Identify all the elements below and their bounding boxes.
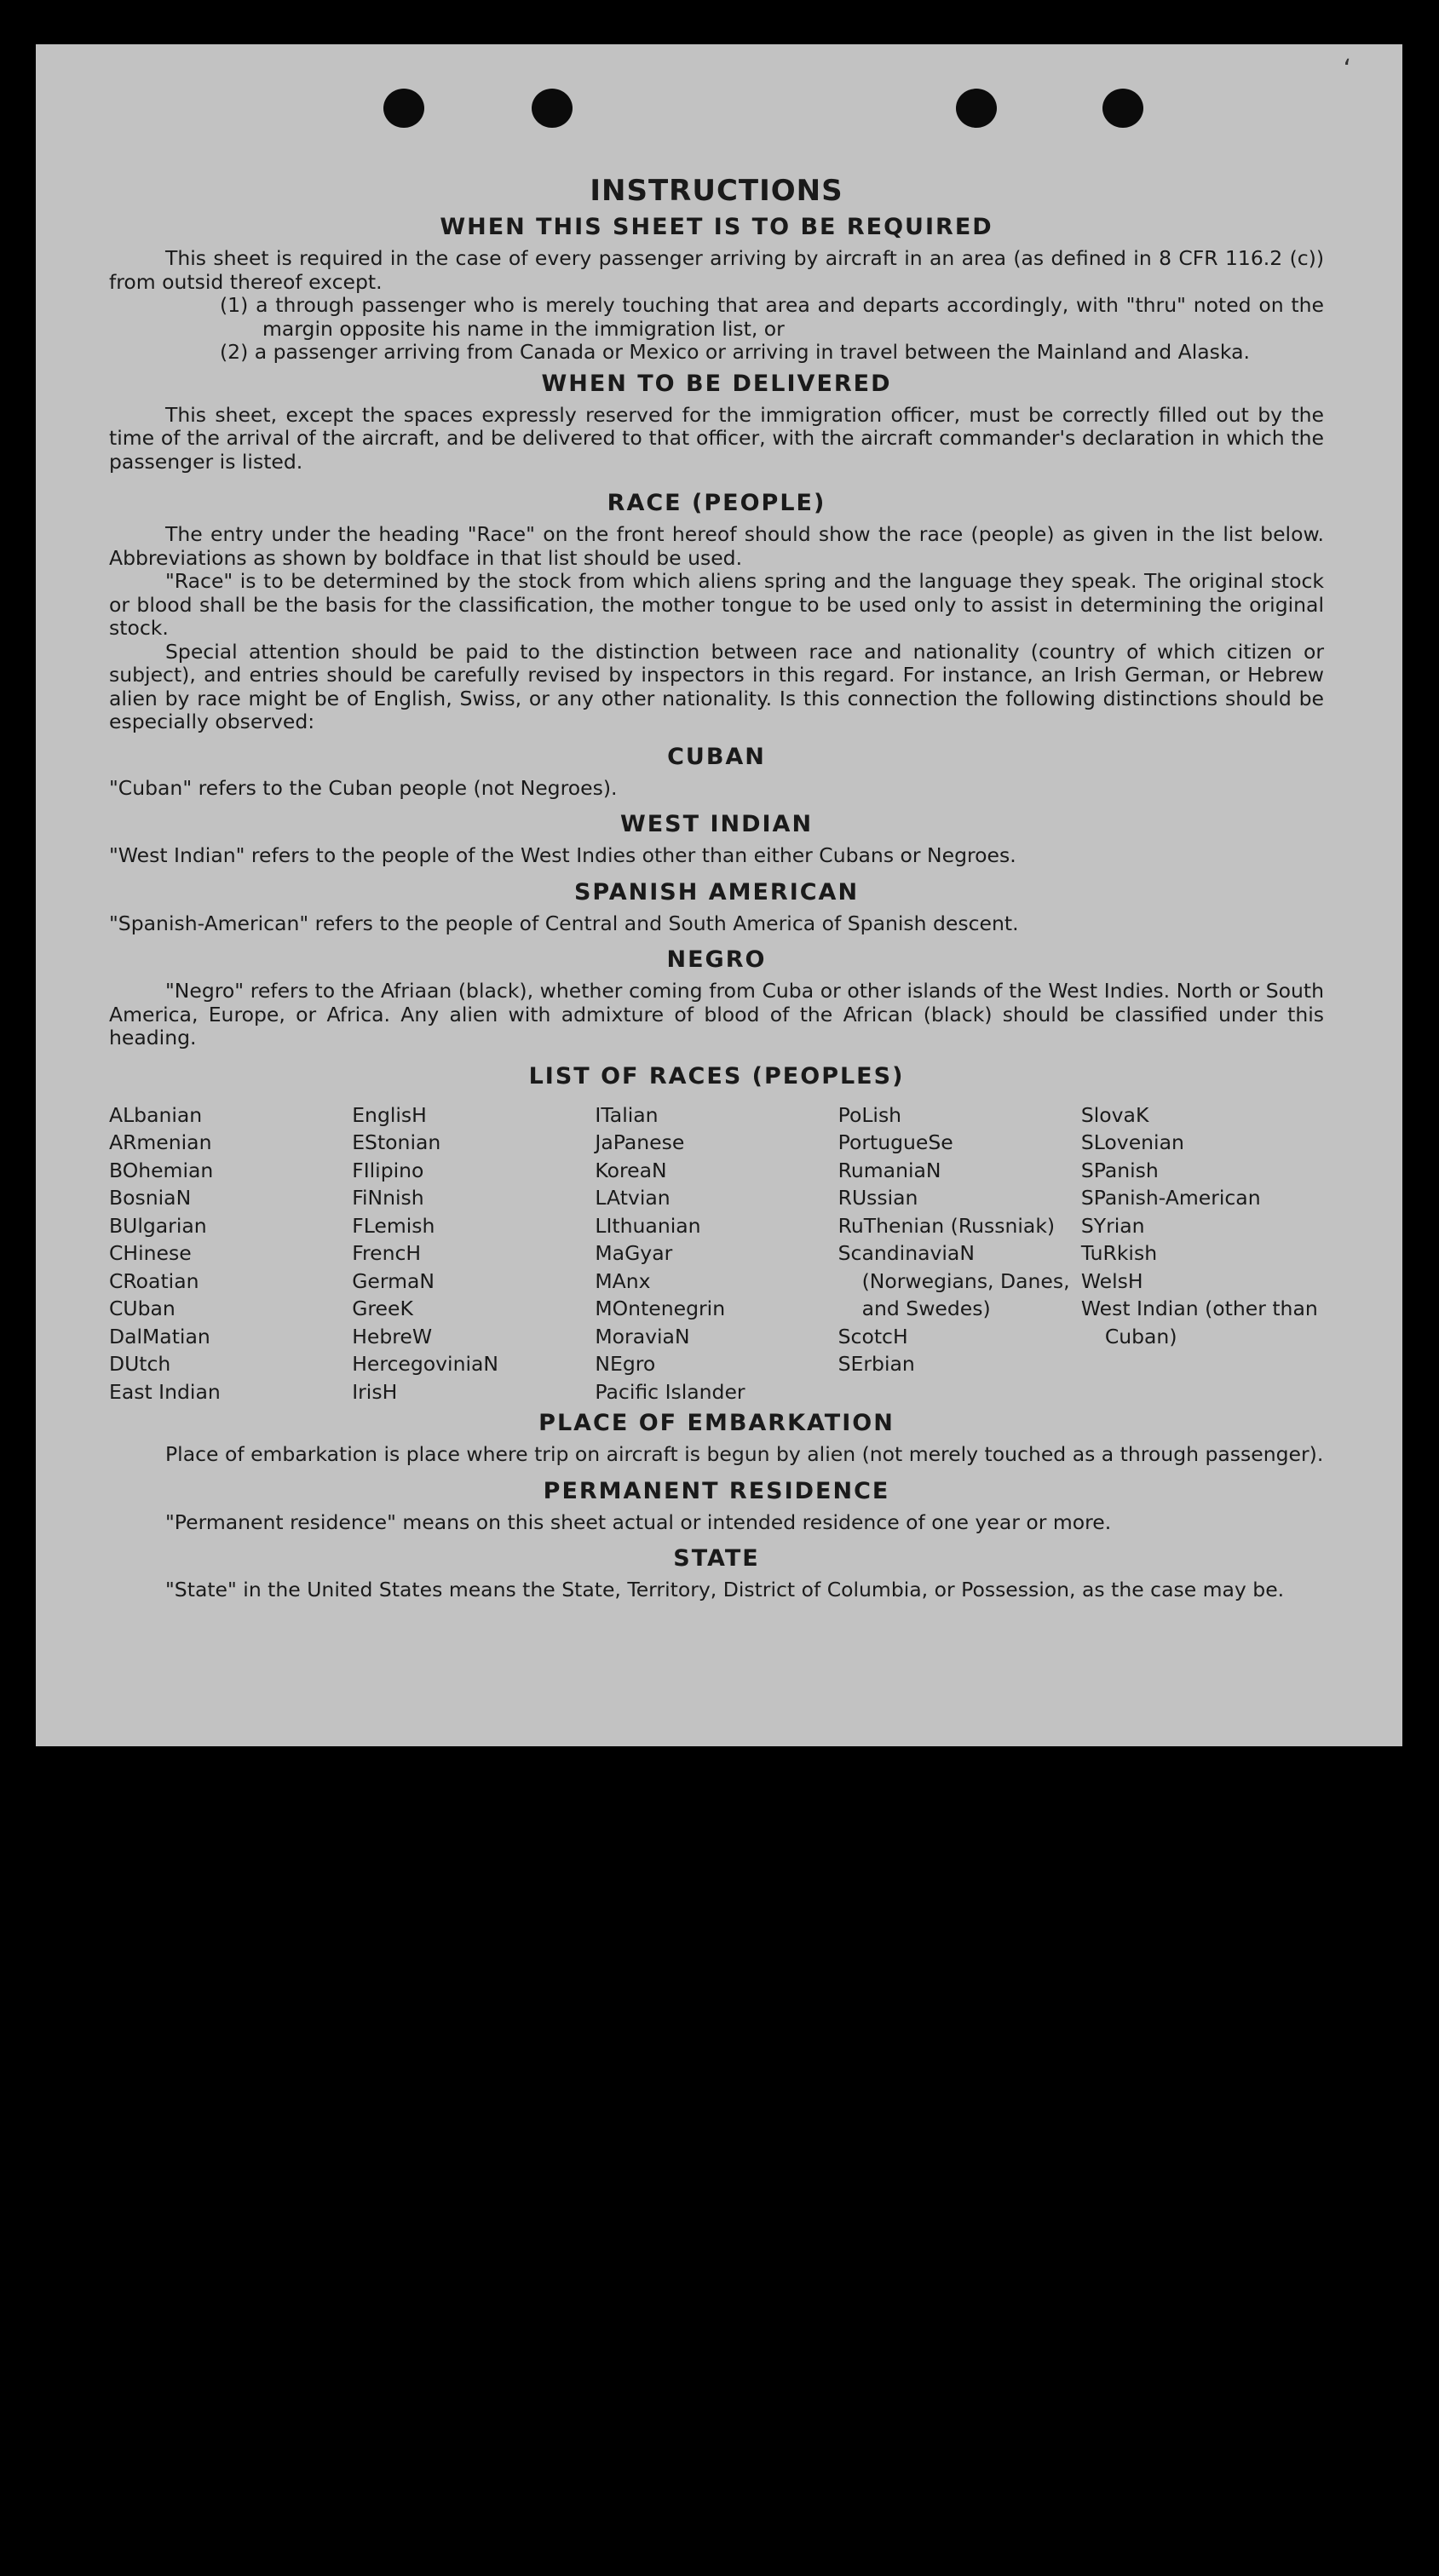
races-column-4 xyxy=(838,1101,1081,1406)
list-item: LAtvian xyxy=(595,1186,671,1210)
embarkation-text: Place of embarkation is place where trip on aircraft is begun by alien (not merely touched as a through passenger). xyxy=(165,1442,1324,1466)
list-item: GermaN xyxy=(352,1268,435,1293)
instruction-sheet xyxy=(36,44,1402,1746)
punch-hole-4 xyxy=(1102,89,1143,128)
residence-text: "Permanent residence" means on this sheet actual or intended residence of one year or more. xyxy=(165,1509,1112,1534)
list-item: SLovenian xyxy=(1080,1130,1184,1154)
list-item: CRoatian xyxy=(109,1268,199,1293)
spanish-american-text: "Spanish-American" refers to the people of Central and South America of Spanish descent. xyxy=(109,911,1019,935)
list-item: ALbanian xyxy=(109,1102,203,1127)
heading-state: STATE xyxy=(673,1545,760,1572)
list-item: East Indian xyxy=(109,1379,221,1404)
list-item: PoLish xyxy=(837,1102,902,1127)
list-item: BOhemian xyxy=(109,1158,214,1182)
negro-text: "Negro" refers to the Afriaan (black), whether coming from Cuba or other islands of the West Indies. North or South America, Europe, or Africa. Any alien with admixture of blood of the African (black) should be classified under this heading. xyxy=(109,979,1324,1049)
list-item: MaGyar xyxy=(595,1241,673,1265)
list-item: JaPanese xyxy=(595,1130,685,1154)
state-text: "State" in the United States means the State, Territory, District of Columbia, or Possession, as the case may be. xyxy=(165,1578,1285,1601)
heading-race: RACE (PEOPLE) xyxy=(607,490,826,516)
list-item: SYrian xyxy=(1080,1213,1145,1238)
list-item: PortugueSe xyxy=(837,1130,953,1154)
list-item: MOntenegrin xyxy=(595,1297,726,1320)
list-item: BosniaN xyxy=(109,1186,192,1210)
list-item: RUssian xyxy=(837,1186,918,1210)
list-item: SlovaK xyxy=(1080,1102,1149,1127)
corner-mark: ʻ xyxy=(1343,55,1351,84)
cuban-text: "Cuban" refers to the Cuban people (not Negroes). xyxy=(109,775,618,800)
list-item: IrisH xyxy=(352,1379,398,1404)
list-item: FiNnish xyxy=(352,1186,424,1210)
list-item: MAnx xyxy=(595,1268,651,1293)
heading-residence: PERMANENT RESIDENCE xyxy=(543,1477,890,1504)
heading-when-required: WHEN THIS SHEET IS TO BE REQUIRED xyxy=(440,214,993,240)
list-item: FLemish xyxy=(352,1213,435,1238)
list-item: SPanish-American xyxy=(1080,1186,1261,1210)
exception-2: (2) a passenger arriving from Canada or Mexico or arriving in travel between the Mainland and Alaska. xyxy=(220,340,1250,364)
list-item: DalMatian xyxy=(109,1324,210,1348)
list-item: SPanish xyxy=(1080,1158,1159,1182)
list-item: HebreW xyxy=(352,1324,433,1348)
list-item: GreeK xyxy=(352,1297,413,1320)
heading-spanish-american: SPANISH AMERICAN xyxy=(573,878,860,906)
heading-west-indian: WEST INDIAN xyxy=(619,811,814,837)
page-title: INSTRUCTIONS xyxy=(590,174,843,208)
list-item: RuThenian (Russniak) xyxy=(837,1213,1056,1238)
list-item: ARmenian xyxy=(109,1130,212,1154)
list-item: EStonian xyxy=(352,1130,441,1154)
list-item: TuRkish xyxy=(1080,1241,1158,1265)
list-item: HercegoviniaN xyxy=(352,1352,498,1376)
list-item: KoreaN xyxy=(595,1158,667,1182)
race-paragraph-1: The entry under the heading "Race" on the front hereof should show the race (people) as given in the list below. Abbreviations as shown by boldface in that list should be used. xyxy=(109,522,1324,570)
races-column-2 xyxy=(352,1101,595,1406)
heading-embarkation: PLACE OF EMBARKATION xyxy=(538,1410,895,1436)
heading-negro: NEGRO xyxy=(666,946,767,973)
list-item: LIthuanian xyxy=(595,1213,701,1238)
list-item: FrencH xyxy=(352,1241,422,1265)
when-delivered-text: This sheet, except the spaces expressly reserved for the immigration officer, must be correctly filled out by the time of the arrival of the aircraft, and be delivered to that officer, with the aircraft commander's declaration in which the passenger is listed. xyxy=(109,402,1324,474)
list-item: CUban xyxy=(109,1297,176,1320)
heading-list-of-races: LIST OF RACES (PEOPLES) xyxy=(528,1062,905,1090)
punch-hole-1 xyxy=(383,89,424,128)
list-item: RumaniaN xyxy=(837,1158,941,1182)
race-paragraph-2: "Race" is to be determined by the stock from which aliens spring and the language they speak. The original stock or blood shall be the basis for the classification, the mother tongue to be used only to assist in determining the original stock. xyxy=(109,569,1324,640)
race-paragraph-3: Special attention should be paid to the distinction between race and nationality (country of which citizen or subject), and entries should be carefully revised by inspectors in this regard. For instance, an Irish German, or Hebrew alien by race might be of English, Swiss, or any other nationality. Is this connection the following distinctions should be especially observed: xyxy=(109,639,1324,733)
heading-cuban: CUBAN xyxy=(667,743,766,770)
when-required-intro: This sheet is required in the case of every passenger arriving by aircraft in an area (as defined in 8 CFR 116.2 (c)) from outsid thereof except. xyxy=(109,246,1324,294)
heading-when-delivered: WHEN TO BE DELIVERED xyxy=(541,370,892,397)
list-item: SErbian xyxy=(837,1352,915,1376)
races-column-3 xyxy=(595,1101,837,1406)
list-item: ScandinaviaN (Norwegians, Danes, and Swedes) xyxy=(837,1241,1070,1320)
exception-1: (1) a through passenger who is merely touching that area and departs accordingly, with "thru" noted on the margin opposite his name in the immigration list, or xyxy=(220,293,1324,341)
list-item: EnglisH xyxy=(352,1102,427,1127)
punch-hole-2 xyxy=(532,89,573,128)
list-item: DUtch xyxy=(109,1352,171,1376)
list-item: BUlgarian xyxy=(109,1213,207,1238)
list-item: West Indian (other than Cuban) xyxy=(1080,1297,1318,1348)
races-column-1 xyxy=(109,1101,352,1406)
punch-hole-3 xyxy=(956,89,997,128)
list-item: ITalian xyxy=(595,1102,659,1127)
races-column-5 xyxy=(1081,1101,1324,1406)
list-item: Pacific Islander xyxy=(595,1379,745,1404)
list-item: MoraviaN xyxy=(595,1324,690,1348)
list-item: ScotcH xyxy=(837,1324,908,1348)
list-item: FIlipino xyxy=(352,1158,424,1182)
list-item: NEgro xyxy=(595,1352,656,1376)
list-item: WelsH xyxy=(1080,1268,1143,1293)
list-item: CHinese xyxy=(109,1241,192,1265)
races-list xyxy=(109,1101,1324,1406)
west-indian-text: "West Indian" refers to the people of the West Indies other than either Cubans or Negroes. xyxy=(109,843,1016,867)
